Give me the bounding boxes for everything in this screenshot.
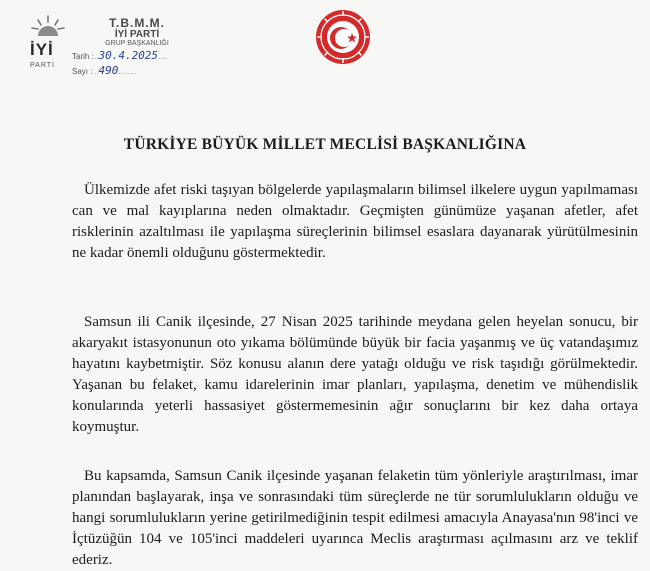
stamp-line-2: İYİ PARTİ: [114, 29, 160, 40]
document-title: TÜRKİYE BÜYÜK MİLLET MECLİSİ BAŞKANLIĞINA: [123, 136, 527, 153]
number-value: 490: [98, 64, 119, 77]
date-label: Tarih :: [72, 52, 94, 61]
number-label: Sayı :: [72, 67, 93, 76]
registry-stamp: [72, 16, 202, 77]
paragraph-1-text: Ülkemizde afet riski taşıyan bölgelerde yapılaşmaların bilimsel ilkelere uygun yapılmaması can ve mal kayıplarına neden olmaktadır. Geçmişten günümüze yaşanan afetler, afet risklerinin azaltılması ile yapılaşma süreçlerinin bilimsel esaslara dayanarak yürütülmesinin ne kadar önemli olduğunu göstermektedir.: [72, 182, 638, 261]
stamp-line-3: GRUP BAŞKANLIĞI: [105, 40, 169, 47]
stamp-line-1: T.B.M.M.: [109, 16, 165, 30]
logo-text: İYİ: [30, 40, 54, 59]
paragraph-1: [72, 180, 638, 264]
tbmm-emblem-icon: [314, 8, 372, 66]
logo-subtext: PARTİ: [30, 62, 55, 69]
paragraph-3: [72, 466, 638, 571]
stamp-date-row: Tarih :..30.4.2025....: [72, 49, 167, 62]
date-value: 30.4.2025: [98, 49, 159, 62]
paragraph-3-text: Bu kapsamda, Samsun Canik ilçesinde yaşanan felaketin tüm yönleriyle araştırılması, imar planından başlayarak, inşa ve sonrasındaki tüm süreçlerde ne tür sorumlulukların olduğu ve hangi sorumlulukların yerine getirilmediğinin tespit edilmesi amacıyla Anayasa'nın 98'inci ve İçtüzüğün 104 ve 105'inci maddeleri uyarınca Meclis araştırması açılmasını arz ve teklif ederiz.: [72, 468, 638, 568]
paragraph-2: [72, 312, 638, 438]
paragraph-2-text: Samsun ili Canik ilçesinde, 27 Nisan 2025 tarihinde meydana gelen heyelan sonucu, bir akaryakıt istasyonunun oto yıkama bölümünde büyük bir facia yaşanmış ve üç vatandaşımız hayatını kaybetmiştir. Söz konusu alanın dere yatağı olduğu ve risk taşıdığı görülmektedir. Yaşanan bu felaket, kamu idarelerinin imar planları, yapılaşma, denetim ve mühendislik konularında yeterli hassasiyet göstermemesinin ağır sonuçlarını bir kez daha ortaya koymuştur.: [72, 314, 638, 435]
stamp-number-row: Sayı : ..490........: [72, 64, 137, 77]
